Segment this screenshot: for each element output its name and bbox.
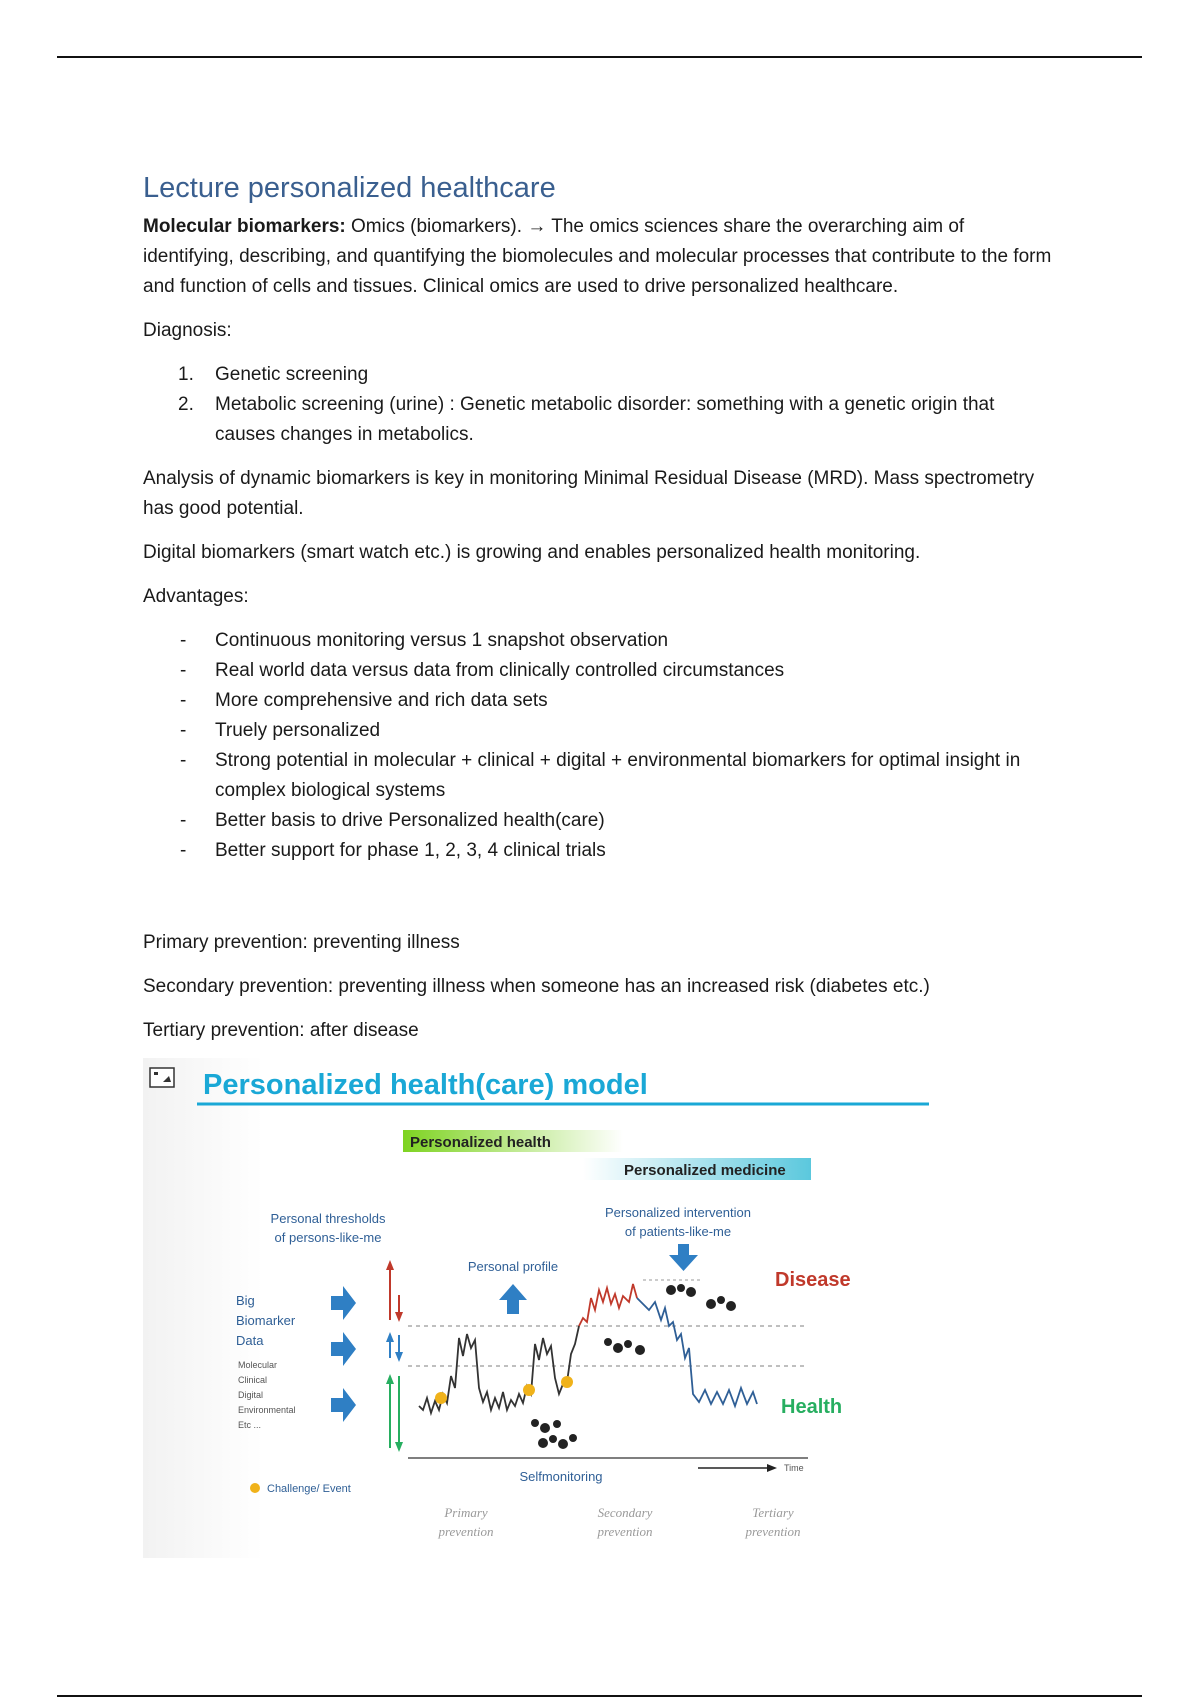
list-item — [143, 626, 1058, 656]
list-item — [143, 360, 1058, 390]
intervention-label-line2: of patients-like-me — [624, 1224, 732, 1239]
spacer — [143, 880, 1058, 928]
list-item — [143, 836, 1058, 866]
time-label: Time — [784, 1463, 804, 1473]
event-marker — [561, 1376, 573, 1388]
list-item — [143, 746, 1058, 806]
advantages-heading: Advantages: — [143, 586, 249, 607]
intro-paragraph — [143, 212, 1058, 302]
diagnosis-heading: Diagnosis: — [143, 320, 232, 341]
primary-prevention-caption: Primary — [444, 1505, 488, 1520]
data-type-molecular: Molecular — [238, 1360, 278, 1370]
list-item — [143, 716, 1058, 746]
data-type-etc: Etc ... — [238, 1420, 262, 1430]
page-title: Lecture personalized healthcare — [143, 172, 556, 204]
dash-bullet: - — [180, 690, 187, 711]
dash-bullet: - — [180, 750, 187, 771]
challenge-legend-label: Challenge/ Event — [267, 1483, 351, 1495]
event-marker — [523, 1384, 535, 1396]
figure-title: Personalized health(care) model — [203, 1069, 648, 1101]
list-item — [143, 806, 1058, 836]
intro-text: Omics (biomarkers). → The omics sciences share the overarching aim of identifying, describing, and quantifying the biomolecules and molecular processes that contribute to the form and function of cells and tissues. Clinical omics are used to drive personalized healthcare. — [143, 216, 1052, 297]
tertiary-prevention-caption: Tertiary — [752, 1505, 794, 1520]
event-marker — [435, 1392, 447, 1404]
personalized-health-label: Personalized health — [410, 1134, 551, 1151]
list-item — [143, 390, 1058, 450]
data-type-digital: Digital — [238, 1390, 264, 1400]
primary-prevention-caption-2: prevention — [438, 1524, 494, 1539]
selfmonitoring-label: Selfmonitoring — [519, 1469, 603, 1484]
disease-label: Disease — [775, 1269, 851, 1291]
tertiary-prevention-caption-2: prevention — [745, 1524, 801, 1539]
top-rule — [57, 56, 1142, 58]
secondary-prevention-caption-2: prevention — [597, 1524, 653, 1539]
digital-paragraph: Digital biomarkers (smart watch etc.) is growing and enables personalized health monitoring. — [143, 542, 921, 563]
document-body — [143, 168, 1058, 1060]
advantages-list — [143, 626, 1058, 866]
tertiary-prevention: Tertiary prevention: after disease — [143, 1020, 419, 1041]
secondary-prevention-caption: Secondary — [597, 1505, 653, 1520]
list-text: Metabolic screening (urine) : Genetic metabolic disorder: something with a genetic origin that causes changes in metabolics. — [215, 394, 995, 445]
list-number: 1. — [178, 364, 194, 385]
data-type-environmental: Environmental — [238, 1405, 296, 1415]
data-type-clinical: Clinical — [238, 1375, 268, 1385]
list-text: Truely personalized — [215, 720, 381, 741]
list-text: Strong potential in molecular + clinical + digital + environmental biomarkers for optimal insight in complex biological systems — [215, 750, 1021, 801]
challenge-legend-marker — [250, 1483, 260, 1493]
list-number: 2. — [178, 394, 194, 415]
dash-bullet: - — [180, 630, 187, 651]
big-data-label-3: Data — [236, 1333, 264, 1348]
thresholds-label-line2: of persons-like-me — [274, 1230, 382, 1245]
health-model-figure — [143, 1058, 943, 1558]
bottom-rule — [57, 1695, 1142, 1697]
health-label: Health — [781, 1396, 843, 1418]
dash-bullet: - — [180, 840, 187, 861]
list-text: More comprehensive and rich data sets — [215, 690, 548, 711]
big-data-label-1: Big — [236, 1293, 255, 1308]
health-model-diagram — [143, 1058, 943, 1558]
image-placeholder-icon — [150, 1068, 174, 1087]
thresholds-label-line1: Personal thresholds — [270, 1211, 386, 1226]
intro-bold-label: Molecular biomarkers: — [143, 216, 346, 237]
dash-bullet: - — [180, 660, 187, 681]
list-text: Genetic screening — [215, 364, 369, 385]
list-item — [143, 656, 1058, 686]
list-text: Better basis to drive Personalized health(care) — [215, 810, 605, 831]
primary-prevention: Primary prevention: preventing illness — [143, 932, 460, 953]
intervention-label-line1: Personalized intervention — [605, 1205, 751, 1220]
list-item — [143, 686, 1058, 716]
personal-profile-label: Personal profile — [467, 1259, 559, 1274]
diagnosis-list — [143, 360, 1058, 450]
secondary-prevention: Secondary prevention: preventing illness when someone has an increased risk (diabetes etc.) — [143, 976, 930, 997]
personalized-medicine-label: Personalized medicine — [624, 1162, 786, 1179]
dash-bullet: - — [180, 720, 187, 741]
list-text: Continuous monitoring versus 1 snapshot observation — [215, 630, 669, 651]
big-data-label-2: Biomarker — [236, 1313, 296, 1328]
mrd-paragraph: Analysis of dynamic biomarkers is key in monitoring Minimal Residual Disease (MRD). Mass spectrometry has good potential. — [143, 468, 1035, 519]
list-text: Better support for phase 1, 2, 3, 4 clinical trials — [215, 840, 606, 861]
list-text: Real world data versus data from clinically controlled circumstances — [215, 660, 785, 681]
dash-bullet: - — [180, 810, 187, 831]
